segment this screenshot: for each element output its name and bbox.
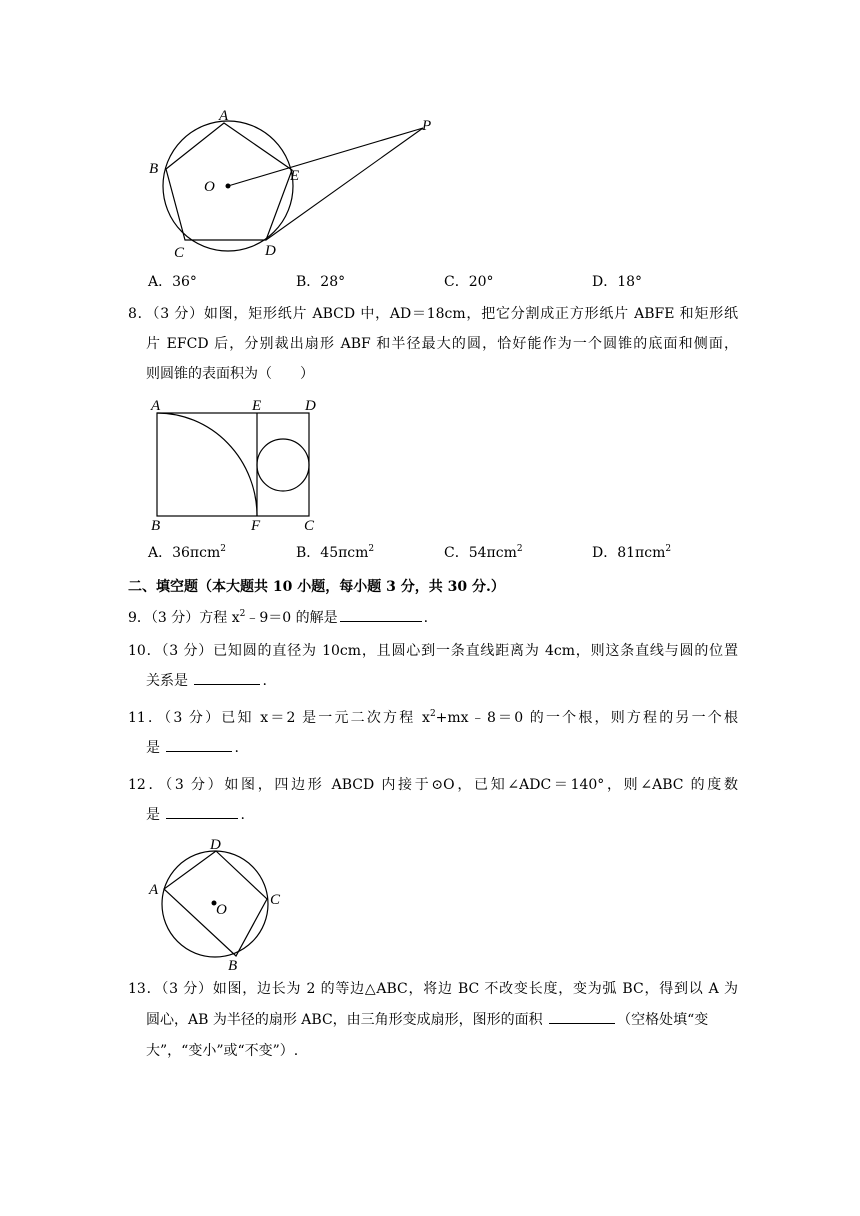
q8-option-c[interactable] [444,542,523,562]
q8-option-d[interactable] [592,542,671,562]
q8-line-2: 片 EFCD 后，分别裁出扇形 ABF 和半径最大的圆，恰好能作为一个圆锥的底面和侧面， [146,336,738,352]
q7-label-P: P [422,118,432,134]
q12-figure [140,832,300,977]
q8-line-3: 则圆锥的表面积为（ ） [146,366,314,382]
q11-pre: 11．（3 分）已知 x＝2 是一元二次方程 x [128,710,430,726]
q8-option-b-sup: 2 [368,544,375,554]
q8-small-circle [257,439,309,491]
q8-figure [140,392,340,532]
q12-end: . [240,807,245,823]
q7-pentagon [166,123,292,240]
q10-line-2 [128,666,738,696]
q11-post: +mx﹣8＝0 的一个根，则方程的另一个根 [435,710,738,726]
q13-line-2 [128,1005,738,1036]
section-2-heading: 二、填空题（本大题共 10 小题，每小题 3 分，共 30 分.） [128,579,505,595]
q10-question [128,636,738,696]
q8-option-a[interactable] [148,542,226,562]
q9-answer-blank[interactable] [340,605,422,622]
q13-answer-blank[interactable] [549,1007,615,1024]
q13-line-2-post: （空格处填“变 [617,1012,709,1028]
q7-line-DP [266,128,423,240]
q7-options [148,271,748,295]
q13-question [128,974,738,1067]
q8-label-F: F [251,518,261,534]
q9-line-1 [128,603,738,633]
q10-line-2-pre: 关系是 [146,673,188,689]
q7-label-E: E [290,168,300,184]
q8-option-d-sup: 2 [665,544,672,554]
q12-line-2 [128,800,738,830]
q12-line-2-pre: 是 [146,807,160,823]
q10-line-1: 10．（3 分）已知圆的直径为 10cm，且圆心到一条直线距离为 4cm，则这条直线与圆的位置 [128,643,738,659]
q12-question [128,770,738,830]
q7-label-A: A [219,108,229,124]
q7-center-dot [226,184,231,189]
q11-line-2 [128,733,738,763]
q8-label-C: C [304,518,315,534]
q8-line-1: 8．（3 分）如图，矩形纸片 ABCD 中，AD＝18cm，把它分割成正方形纸片 ABFE 和矩形纸 [128,306,738,322]
q13-line-3: 大”，“变小”或“不变”）. [146,1043,299,1059]
q7-option-b[interactable]: B．28° [296,274,346,290]
q8-option-b[interactable] [296,542,374,562]
q8-rectangle [157,413,309,516]
q7-label-D: D [265,243,276,259]
q9-pre: 9．（3 分）方程 x [128,610,240,626]
q12-label-B: B [228,958,238,974]
q7-line-OP [228,128,423,186]
q8-option-d-text: D．81πcm [592,545,666,561]
q11-line-2-pre: 是 [146,740,160,756]
q11-sup: 2 [429,709,436,719]
q12-label-A: A [149,882,159,898]
q9-question [128,603,738,633]
q10-end: . [262,673,267,689]
q8-label-E: E [252,398,262,414]
q10-answer-blank[interactable] [194,668,260,685]
q8-option-b-text: B．45πcm [296,545,369,561]
q7-figure [140,105,450,275]
q12-line-1: 12．（3 分）如图，四边形 ABCD 内接于⊙O，已知∠ADC＝140°，则∠ABC 的度数 [128,777,738,793]
q8-question [128,299,738,389]
q8-options [148,542,748,566]
q8-arc-AF [157,413,257,516]
q7-option-d[interactable]: D．18° [592,274,643,290]
q8-option-c-text: C．54πcm [444,545,517,561]
q7-label-O: O [204,179,215,195]
q8-option-c-sup: 2 [516,544,523,554]
q7-option-c[interactable]: C．20° [444,274,494,290]
q11-line-1 [128,703,738,733]
q12-label-C: C [270,892,281,908]
q11-question [128,703,738,763]
q13-line-1: 13．（3 分）如图，边长为 2 的等边△ABC，将边 BC 不改变长度，变为弧 BC，得到以 A 为 [128,981,738,997]
q7-label-C: C [174,245,185,261]
q9-sup: 2 [239,609,246,619]
q12-label-D: D [210,837,221,853]
q11-end: . [234,740,239,756]
q7-option-a[interactable]: A．36° [148,274,197,290]
q8-label-A: A [151,398,161,414]
q8-option-a-sup: 2 [220,544,226,554]
q8-label-B: B [151,518,161,534]
q8-option-a-text: A．36πcm [148,545,221,561]
q12-answer-blank[interactable] [166,802,238,819]
q11-answer-blank[interactable] [166,735,232,752]
q13-line-2-text: 圆心，AB 为半径的扇形 ABC，由三角形变成扇形，图形的面积 [146,1012,543,1028]
q7-label-B: B [149,161,159,177]
q9-end: . [423,610,429,626]
q8-label-D: D [305,398,316,414]
q12-label-O: O [216,902,227,918]
q9-post: ﹣9＝0 的解是 [245,610,338,626]
